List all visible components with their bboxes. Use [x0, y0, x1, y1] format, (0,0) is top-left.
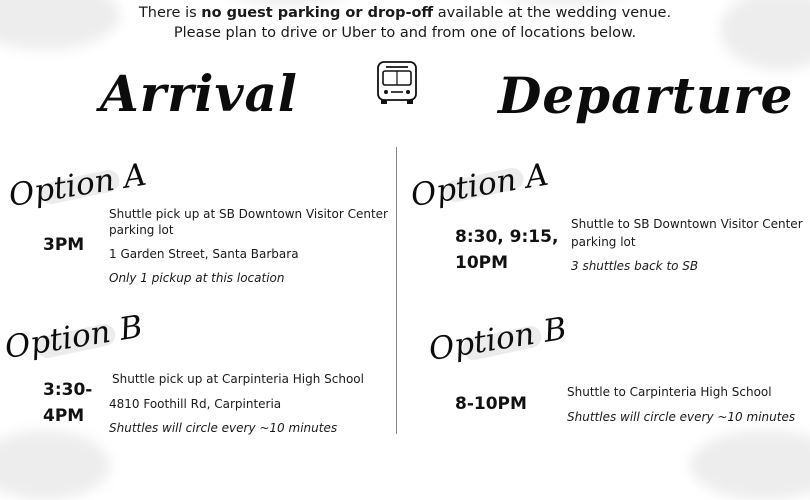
notice-suffix: available at the wedding venue.	[433, 5, 672, 21]
departure-option-b-label: Option B	[426, 310, 570, 368]
departure-option-a-line1: Shuttle to SB Downtown Visitor Center	[571, 217, 803, 231]
arrival-option-a-line2: parking lot	[109, 223, 174, 237]
arrival-option-b-line1: Shuttle pick up at Carpinteria High School	[112, 372, 364, 386]
bus-icon	[375, 60, 419, 106]
departure-option-b-line1: Shuttle to Carpinteria High School	[567, 385, 772, 399]
departure-option-b-time: 8-10PM	[455, 394, 527, 414]
notice-prefix: There is	[138, 5, 202, 21]
departure-option-a-line2: parking lot	[571, 235, 636, 249]
arrival-option-a-time: 3PM	[43, 235, 85, 255]
column-divider	[396, 147, 397, 434]
arrival-option-a-label: Option A	[6, 156, 149, 214]
arrival-heading: Arrival	[100, 64, 298, 123]
arrival-option-b-address: 4810 Foothill Rd, Carpinteria	[109, 397, 282, 411]
notice-emphasis: no guest parking or drop-off	[201, 5, 434, 21]
arrival-option-a-address: 1 Garden Street, Santa Barbara	[109, 247, 299, 261]
arrival-option-b-note: Shuttles will circle every ~10 minutes	[109, 421, 338, 435]
departure-option-a-label: Option A	[408, 156, 551, 214]
departure-option-b-note: Shuttles will circle every ~10 minutes	[567, 410, 796, 424]
arrival-option-b-time-line2: 4PM	[43, 406, 85, 426]
departure-heading: Departure	[498, 66, 794, 125]
arrival-option-a-line1: Shuttle pick up at SB Downtown Visitor Center	[109, 207, 388, 221]
departure-option-a-note: 3 shuttles back to SB	[571, 259, 699, 273]
arrival-option-b-label: Option B	[2, 308, 146, 366]
arrival-option-a-note: Only 1 pickup at this location	[109, 271, 285, 285]
background-splash	[690, 430, 810, 500]
notice-line-2: Please plan to drive or Uber to and from one of locations below.	[173, 25, 637, 41]
departure-option-a-time-line2: 10PM	[455, 253, 509, 273]
background-splash	[0, 430, 110, 500]
departure-option-a-time-line1: 8:30, 9:15,	[455, 227, 559, 247]
arrival-option-b-time-line1: 3:30-	[43, 380, 93, 400]
notice-line-1	[0, 3, 810, 23]
